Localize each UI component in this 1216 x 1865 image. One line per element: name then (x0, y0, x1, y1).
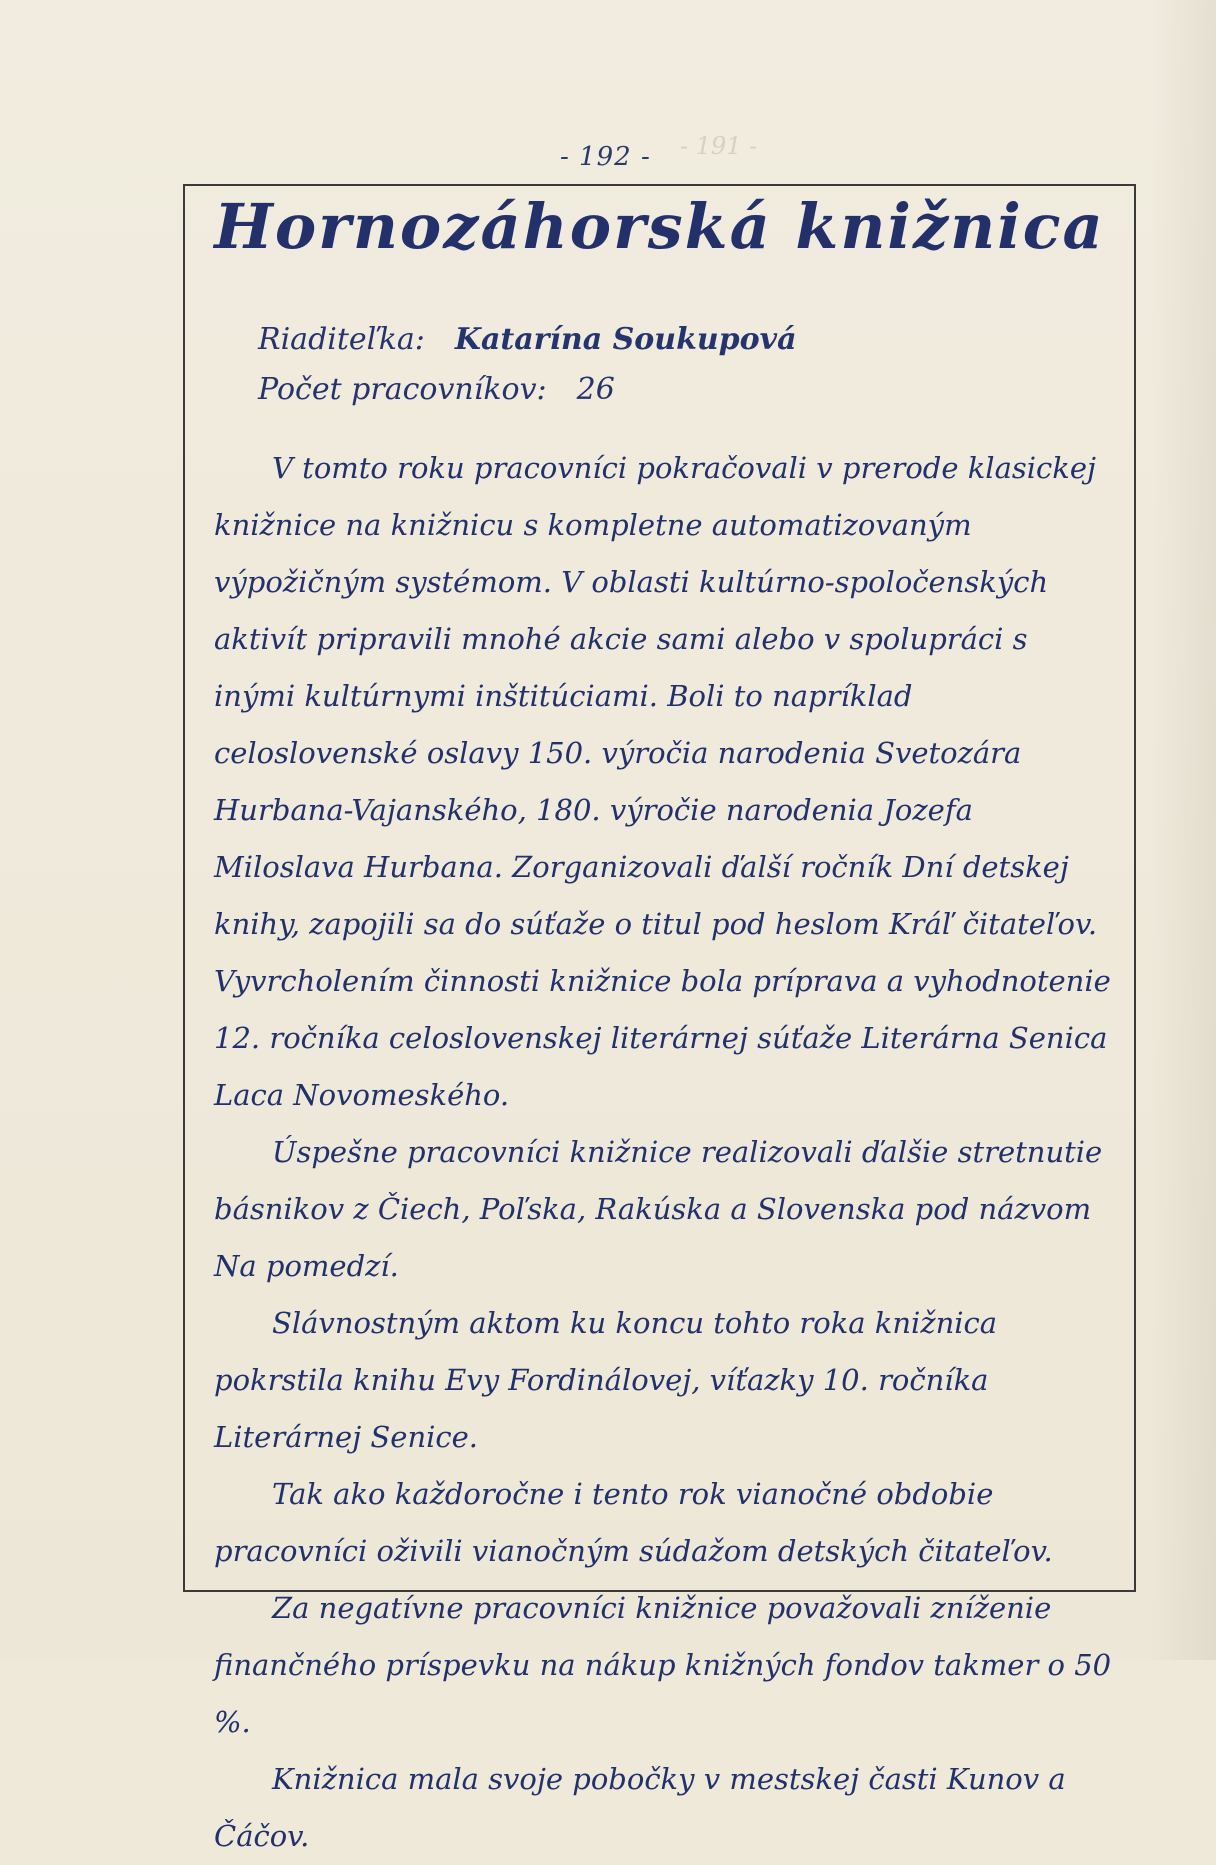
director-value: Katarína Soukupová (454, 322, 797, 357)
paragraph: Za negatívne pracovníci knižnice považovali zníženie finančného príspevku na nákup knižných fondov takmer o 50 %. (214, 1591, 1112, 1739)
paragraph: Slávnostným aktom ku koncu tohto roka knižnica pokrstila knihu Evy Fordinálovej, víťazky 10. ročníka Literárnej Senice. (214, 1306, 998, 1454)
paragraph: Knižnica mala svoje pobočky v mestskej časti Kunov a Čáčov. (214, 1762, 1066, 1853)
paragraph: Úspešne pracovníci knižnice realizovali ďalšie stretnutie básnikov z Čiech, Poľska, Rakúska a Slovenska pod názvom Na pomedzí. (214, 1135, 1103, 1283)
workers-label: Počet pracovníkov: (258, 372, 547, 407)
director-label: Riaditeľka: (258, 322, 425, 357)
workers-value: 26 (576, 372, 615, 407)
gutter-shadow (1150, 0, 1216, 1660)
page-title: Hornozáhorská knižnica (214, 190, 1105, 263)
paragraph: V tomto roku pracovníci pokračovali v prerode klasickej knižnice na knižnicu s kompletne automatizovaným výpožičným systémom. V oblasti kultúrno-spoločenských aktivít pripravili mnohé akcie sami alebo v spolupráci s inými kultúrnymi inštitúciami. Boli to napríklad celoslovenské oslavy 150. výročia narodenia Svetozára Hurbana-Vajanského, 180. výročie narodenia Jozefa Miloslava Hurbana. Zorganizovali ďalší ročník Dní detskej knihy, zapojili sa do súťaže o titul pod heslom Kráľ čitateľov. Vyvrcholením činnosti knižnice bola príprava a vyhodnotenie 12. ročníka celoslovenskej literárnej súťaže Literárna Senica Laca Novomeského. (214, 451, 1111, 1112)
director-row (258, 322, 797, 357)
workers-row (258, 372, 615, 407)
paragraph: Tak ako každoročne i tento rok vianočné obdobie pracovníci oživili vianočným súdažom detských čitateľov. (214, 1477, 1053, 1568)
body-text (214, 440, 1114, 1865)
bleed-through-page-number: - 191 - (680, 132, 758, 160)
page-number: - 192 - (560, 142, 651, 172)
